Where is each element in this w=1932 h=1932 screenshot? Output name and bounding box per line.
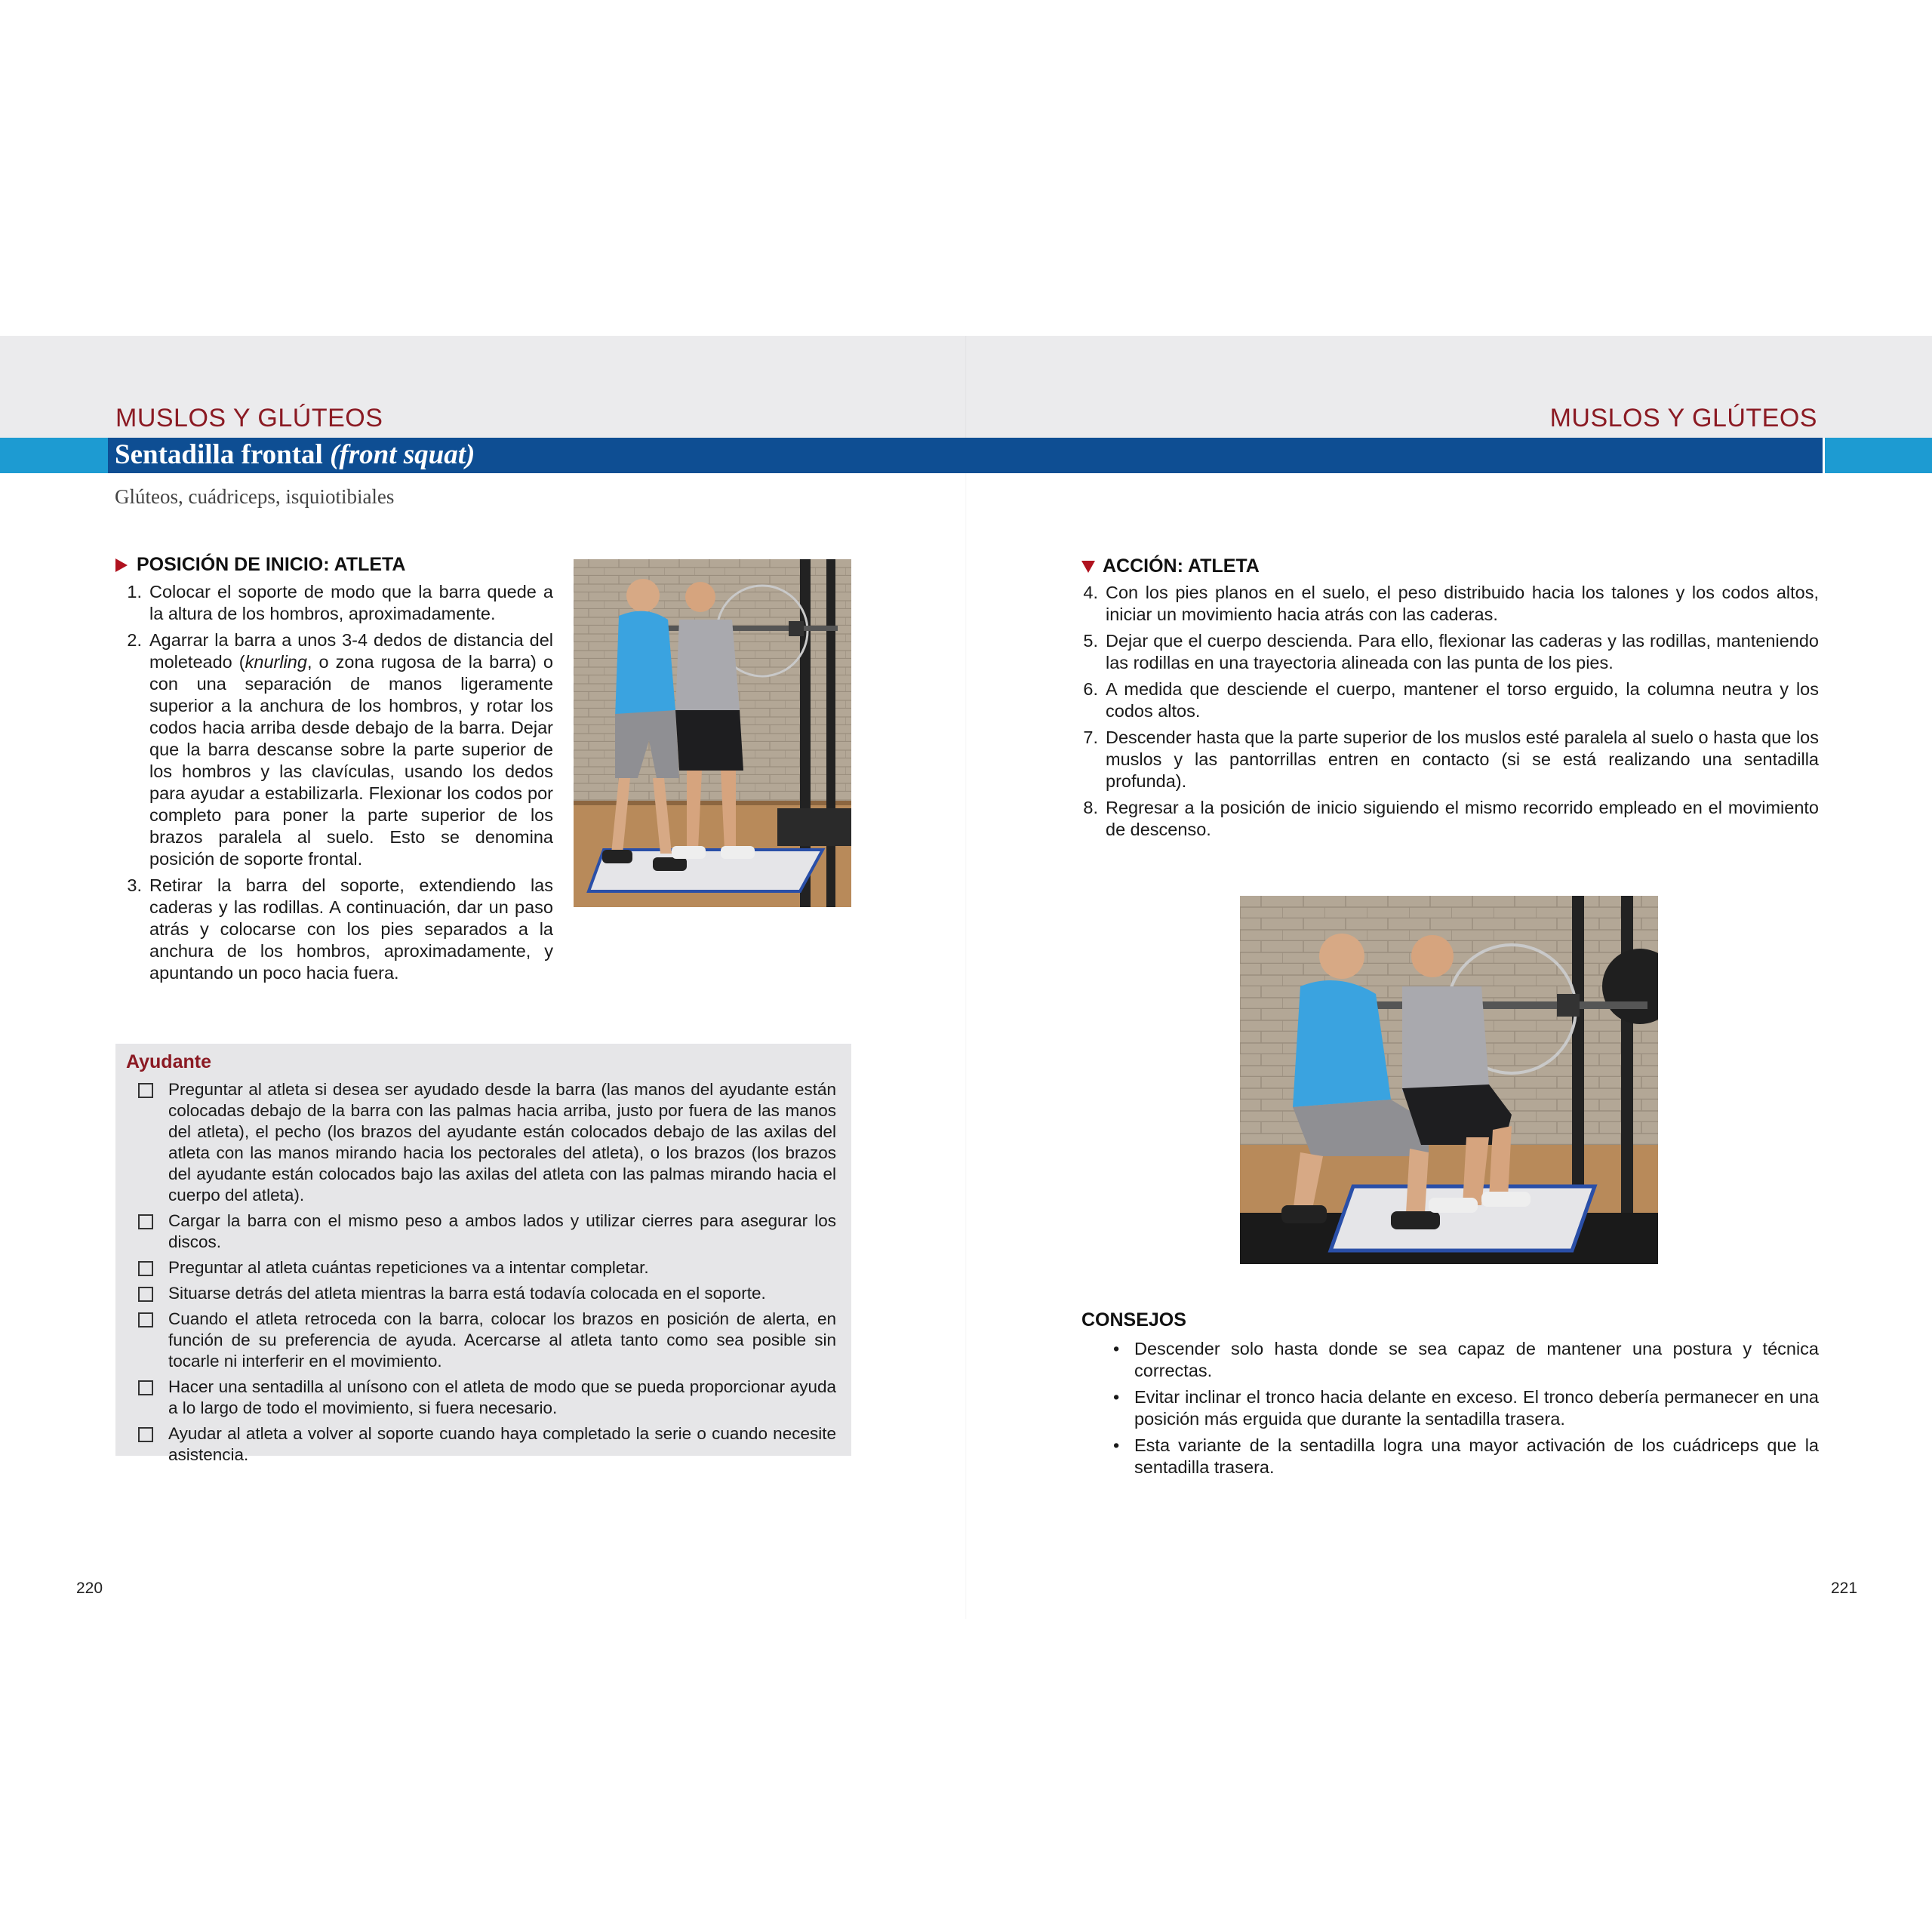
step-number: 7. xyxy=(1083,728,1098,747)
tip-text: Evitar inclinar el tronco hacia delante en exceso. El tronco debería permanecer en una posición más erguida que durante la sentadilla trasera. xyxy=(1134,1387,1819,1429)
exercise-title-text: Sentadilla frontal xyxy=(115,439,323,470)
assistant-item xyxy=(138,1211,836,1253)
triangle-down-icon xyxy=(1081,561,1095,573)
assistant-item-text: Hacer una sentadilla al unísono con el atleta de modo que se pueda proporcionar ayuda a lo largo de todo el movimiento, si fuera necesario. xyxy=(168,1377,836,1417)
action-step xyxy=(1072,630,1819,674)
checkbox-icon xyxy=(138,1312,153,1327)
action-step xyxy=(1072,678,1819,722)
action-step xyxy=(1072,727,1819,792)
checkbox-icon xyxy=(138,1083,153,1098)
bullet-icon: • xyxy=(1113,1435,1120,1455)
checkbox-icon xyxy=(138,1380,153,1395)
photo-illustration xyxy=(1240,896,1658,1264)
step-number: 6. xyxy=(1083,679,1098,699)
bullet-icon: • xyxy=(1113,1339,1120,1358)
assistant-checklist xyxy=(138,1079,836,1470)
start-step xyxy=(115,629,553,870)
step-text-part: Agarrar la barra a unos 3-4 dedos de distancia del moleteado ( xyxy=(149,630,553,672)
start-steps-list xyxy=(115,581,553,989)
muscles-worked: Glúteos, cuádriceps, isquiotibiales xyxy=(115,485,395,508)
step-text: Con los pies planos en el suelo, el peso distribuido hacia los talones y los codos altos, iniciar un movimiento hacia atrás con las caderas. xyxy=(1106,583,1819,624)
action-heading xyxy=(1081,555,1260,577)
assistant-item xyxy=(138,1257,836,1278)
step-text: Descender hasta que la parte superior de los muslos esté paralela al suelo o hasta que los muslos y las pantorrillas entren en contacto (si se está realizando una sentadilla profunda). xyxy=(1106,728,1819,791)
step-text: Regresar a la posición de inicio siguiendo el mismo recorrido empleado en el movimiento de descenso. xyxy=(1106,798,1819,839)
action-photo xyxy=(1240,896,1658,1264)
tips-list xyxy=(1106,1338,1819,1483)
checkbox-icon xyxy=(138,1427,153,1442)
tip-text: Esta variante de la sentadilla logra una mayor activación de los cuádriceps que la sentadilla trasera. xyxy=(1134,1435,1819,1477)
start-position-heading-text: POSICIÓN DE INICIO: ATLETA xyxy=(137,554,406,575)
start-step xyxy=(115,581,553,625)
checkbox-icon xyxy=(138,1214,153,1229)
title-band-accent-left xyxy=(0,438,113,473)
assistant-item xyxy=(138,1283,836,1304)
chapter-title-right: MUSLOS Y GLÚTEOS xyxy=(1549,404,1817,432)
step-number: 1. xyxy=(127,582,142,601)
step-text-part: , o zona rugosa de la barra) o con una separación de manos ligeramente superior a la anchura de los hombros, y rotar los codos hacia arriba desde debajo de la barra. Dejar que la barra descanse sobre la parte superior de los hombros y las clavículas, usando los dedos para ayudar a estabilizarla. Flexionar los codos por completo para poner la parte superior de los brazos paralela al suelo. Esto se denomina posición de soporte frontal. xyxy=(149,652,553,869)
tip-item xyxy=(1106,1338,1819,1382)
action-steps-list xyxy=(1072,582,1819,845)
photo-illustration xyxy=(574,559,851,907)
assistant-item xyxy=(138,1423,836,1466)
chapter-title-left: MUSLOS Y GLÚTEOS xyxy=(115,404,383,432)
exercise-title-english: (front squat) xyxy=(330,439,475,470)
action-heading-text: ACCIÓN: ATLETA xyxy=(1103,555,1260,577)
tip-item xyxy=(1106,1435,1819,1478)
title-band-accent-right xyxy=(1825,438,1932,473)
step-text-italic: knurling xyxy=(245,652,307,672)
step-text: Retirar la barra del soporte, extendiendo las caderas y las rodillas. A continuación, dar un paso atrás y colocarse con los pies separados a la anchura de los hombros, aproximadamente, y apuntando un poco hacia fuera. xyxy=(149,875,553,983)
step-text: Dejar que el cuerpo descienda. Para ello, flexionar las caderas y las rodillas, manteniendo las rodillas en una trayectoria alineada con las punta de los pies. xyxy=(1106,631,1819,672)
page-number-left: 220 xyxy=(76,1580,103,1597)
exercise-title xyxy=(115,438,475,472)
assistant-item xyxy=(138,1309,836,1372)
tip-item xyxy=(1106,1386,1819,1430)
action-step xyxy=(1072,582,1819,626)
assistant-item-text: Preguntar al atleta si desea ser ayudado desde la barra (las manos del ayudante están colocadas debajo de la barra con las palmas hacia arriba, justo por fuera de las manos del atleta), el pecho (los brazos del ayudante están colocados debajo de las axilas del atleta con las manos mirando hacia los pectorales del atleta), o los brazos (los brazos del ayudante están colocados bajo las axilas del atleta con las palmas mirando hacia el cuerpo del atleta). xyxy=(168,1080,836,1204)
checkbox-icon xyxy=(138,1287,153,1302)
step-text: Colocar el soporte de modo que la barra quede a la altura de los hombros, aproximadamente. xyxy=(149,582,553,623)
assistant-item-text: Cargar la barra con el mismo peso a ambos lados y utilizar cierres para asegurar los discos. xyxy=(168,1211,836,1251)
assistant-item-text: Ayudar al atleta a volver al soporte cuando haya completado la serie o cuando necesite asistencia. xyxy=(168,1424,836,1464)
step-number: 8. xyxy=(1083,798,1098,817)
checkbox-icon xyxy=(138,1261,153,1276)
assistant-item xyxy=(138,1079,836,1206)
step-number: 5. xyxy=(1083,631,1098,651)
page-spine xyxy=(965,336,967,1619)
triangle-right-icon xyxy=(115,558,128,572)
bullet-icon: • xyxy=(1113,1387,1120,1407)
tips-heading: CONSEJOS xyxy=(1081,1309,1186,1331)
step-number: 2. xyxy=(127,630,142,650)
start-step xyxy=(115,875,553,984)
step-text xyxy=(149,629,553,870)
page-number-right: 221 xyxy=(1831,1580,1858,1597)
assistant-item-text: Situarse detrás del atleta mientras la barra está todavía colocada en el soporte. xyxy=(168,1284,766,1303)
action-step xyxy=(1072,797,1819,841)
step-number: 3. xyxy=(127,875,142,895)
assistant-item xyxy=(138,1377,836,1419)
assistant-item-text: Cuando el atleta retroceda con la barra, colocar los brazos en posición de alerta, en función de su preferencia de ayuda. Acercarse al atleta tanto como sea posible sin tocarle ni interferir en el movimiento. xyxy=(168,1309,836,1371)
assistant-heading: Ayudante xyxy=(126,1051,211,1072)
step-number: 4. xyxy=(1083,583,1098,602)
step-text: A medida que desciende el cuerpo, mantener el torso erguido, la columna neutra y los codos altos. xyxy=(1106,679,1819,721)
start-position-photo xyxy=(574,559,851,907)
assistant-item-text: Preguntar al atleta cuántas repeticiones va a intentar completar. xyxy=(168,1258,649,1277)
tip-text: Descender solo hasta donde se sea capaz de mantener una postura y técnica correctas. xyxy=(1134,1339,1819,1380)
start-position-heading xyxy=(115,554,405,576)
